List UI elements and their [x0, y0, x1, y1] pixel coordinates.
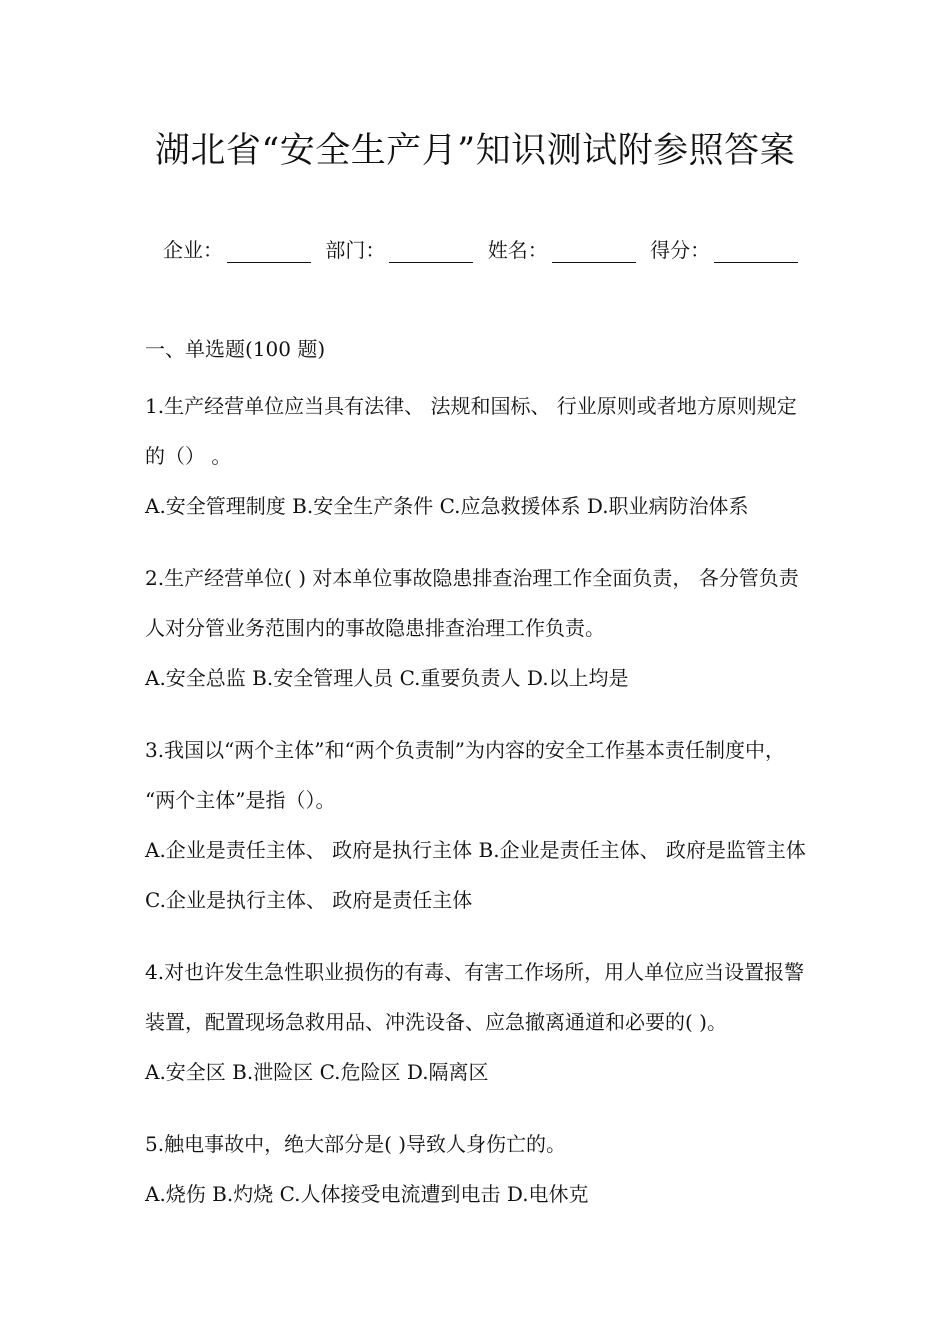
- question-text: 4.对也许发生急性职业损伤的有毒、有害工作场所，用人单位应当设置报警装置，配置现场急救用品、冲洗设备、应急撤离通道和必要的( )。: [145, 960, 805, 1034]
- question-text: 5.触电事故中，绝大部分是( )导致人身伤亡的。: [145, 1132, 567, 1156]
- question-text: 2.生产经营单位( ) 对本单位事故隐患排查治理工作全面负责， 各分管负责人对分管业务范围内的事故隐患排查治理工作负责。: [145, 566, 799, 640]
- question-options: A.烧伤 B.灼烧 C.人体接受电流遭到电击 D.电休克: [145, 1182, 589, 1206]
- score-field: [650, 233, 798, 267]
- questions-section: [145, 333, 810, 1241]
- name-field: [488, 233, 636, 267]
- question-options: A.企业是责任主体、 政府是执行主体 B.企业是责任主体、 政府是监管主体 C.企业是执行主体、 政府是责任主体: [145, 838, 806, 912]
- score-label: 得分：: [650, 238, 711, 262]
- question-text: 3.我国以“两个主体”和“两个负责制”为内容的安全工作基本责任制度中， “两个主体”是指（）。: [145, 738, 785, 812]
- company-blank[interactable]: [227, 242, 311, 263]
- question-options: A.安全总监 B.安全管理人员 C.重要负责人 D.以上均是: [145, 666, 629, 690]
- question-item: [145, 725, 810, 925]
- question-item: [145, 947, 810, 1097]
- department-field: [325, 233, 473, 267]
- question-item: [145, 553, 810, 703]
- question-text: 1.生产经营单位应当具有法律、 法规和国标、 行业原则或者地方原则规定的（） 。: [145, 394, 797, 468]
- section-title: 一、单选题(100 题): [145, 337, 326, 361]
- company-field: [163, 233, 311, 267]
- company-label: 企业：: [163, 238, 223, 262]
- name-label: 姓名：: [487, 238, 548, 262]
- department-blank[interactable]: [389, 242, 473, 263]
- name-blank[interactable]: [552, 242, 636, 263]
- document-title: 湖北省“安全生产月”知识测试附参照答案: [154, 131, 796, 171]
- question-item: [145, 1119, 810, 1219]
- question-item: [145, 381, 810, 531]
- score-blank[interactable]: [714, 242, 798, 263]
- question-options: A.安全管理制度 B.安全生产条件 C.应急救援体系 D.职业病防治体系: [145, 494, 749, 518]
- department-label: 部门：: [325, 238, 386, 262]
- question-options: A.安全区 B.泄险区 C.危险区 D.隔离区: [145, 1060, 489, 1084]
- info-fields: [163, 233, 803, 267]
